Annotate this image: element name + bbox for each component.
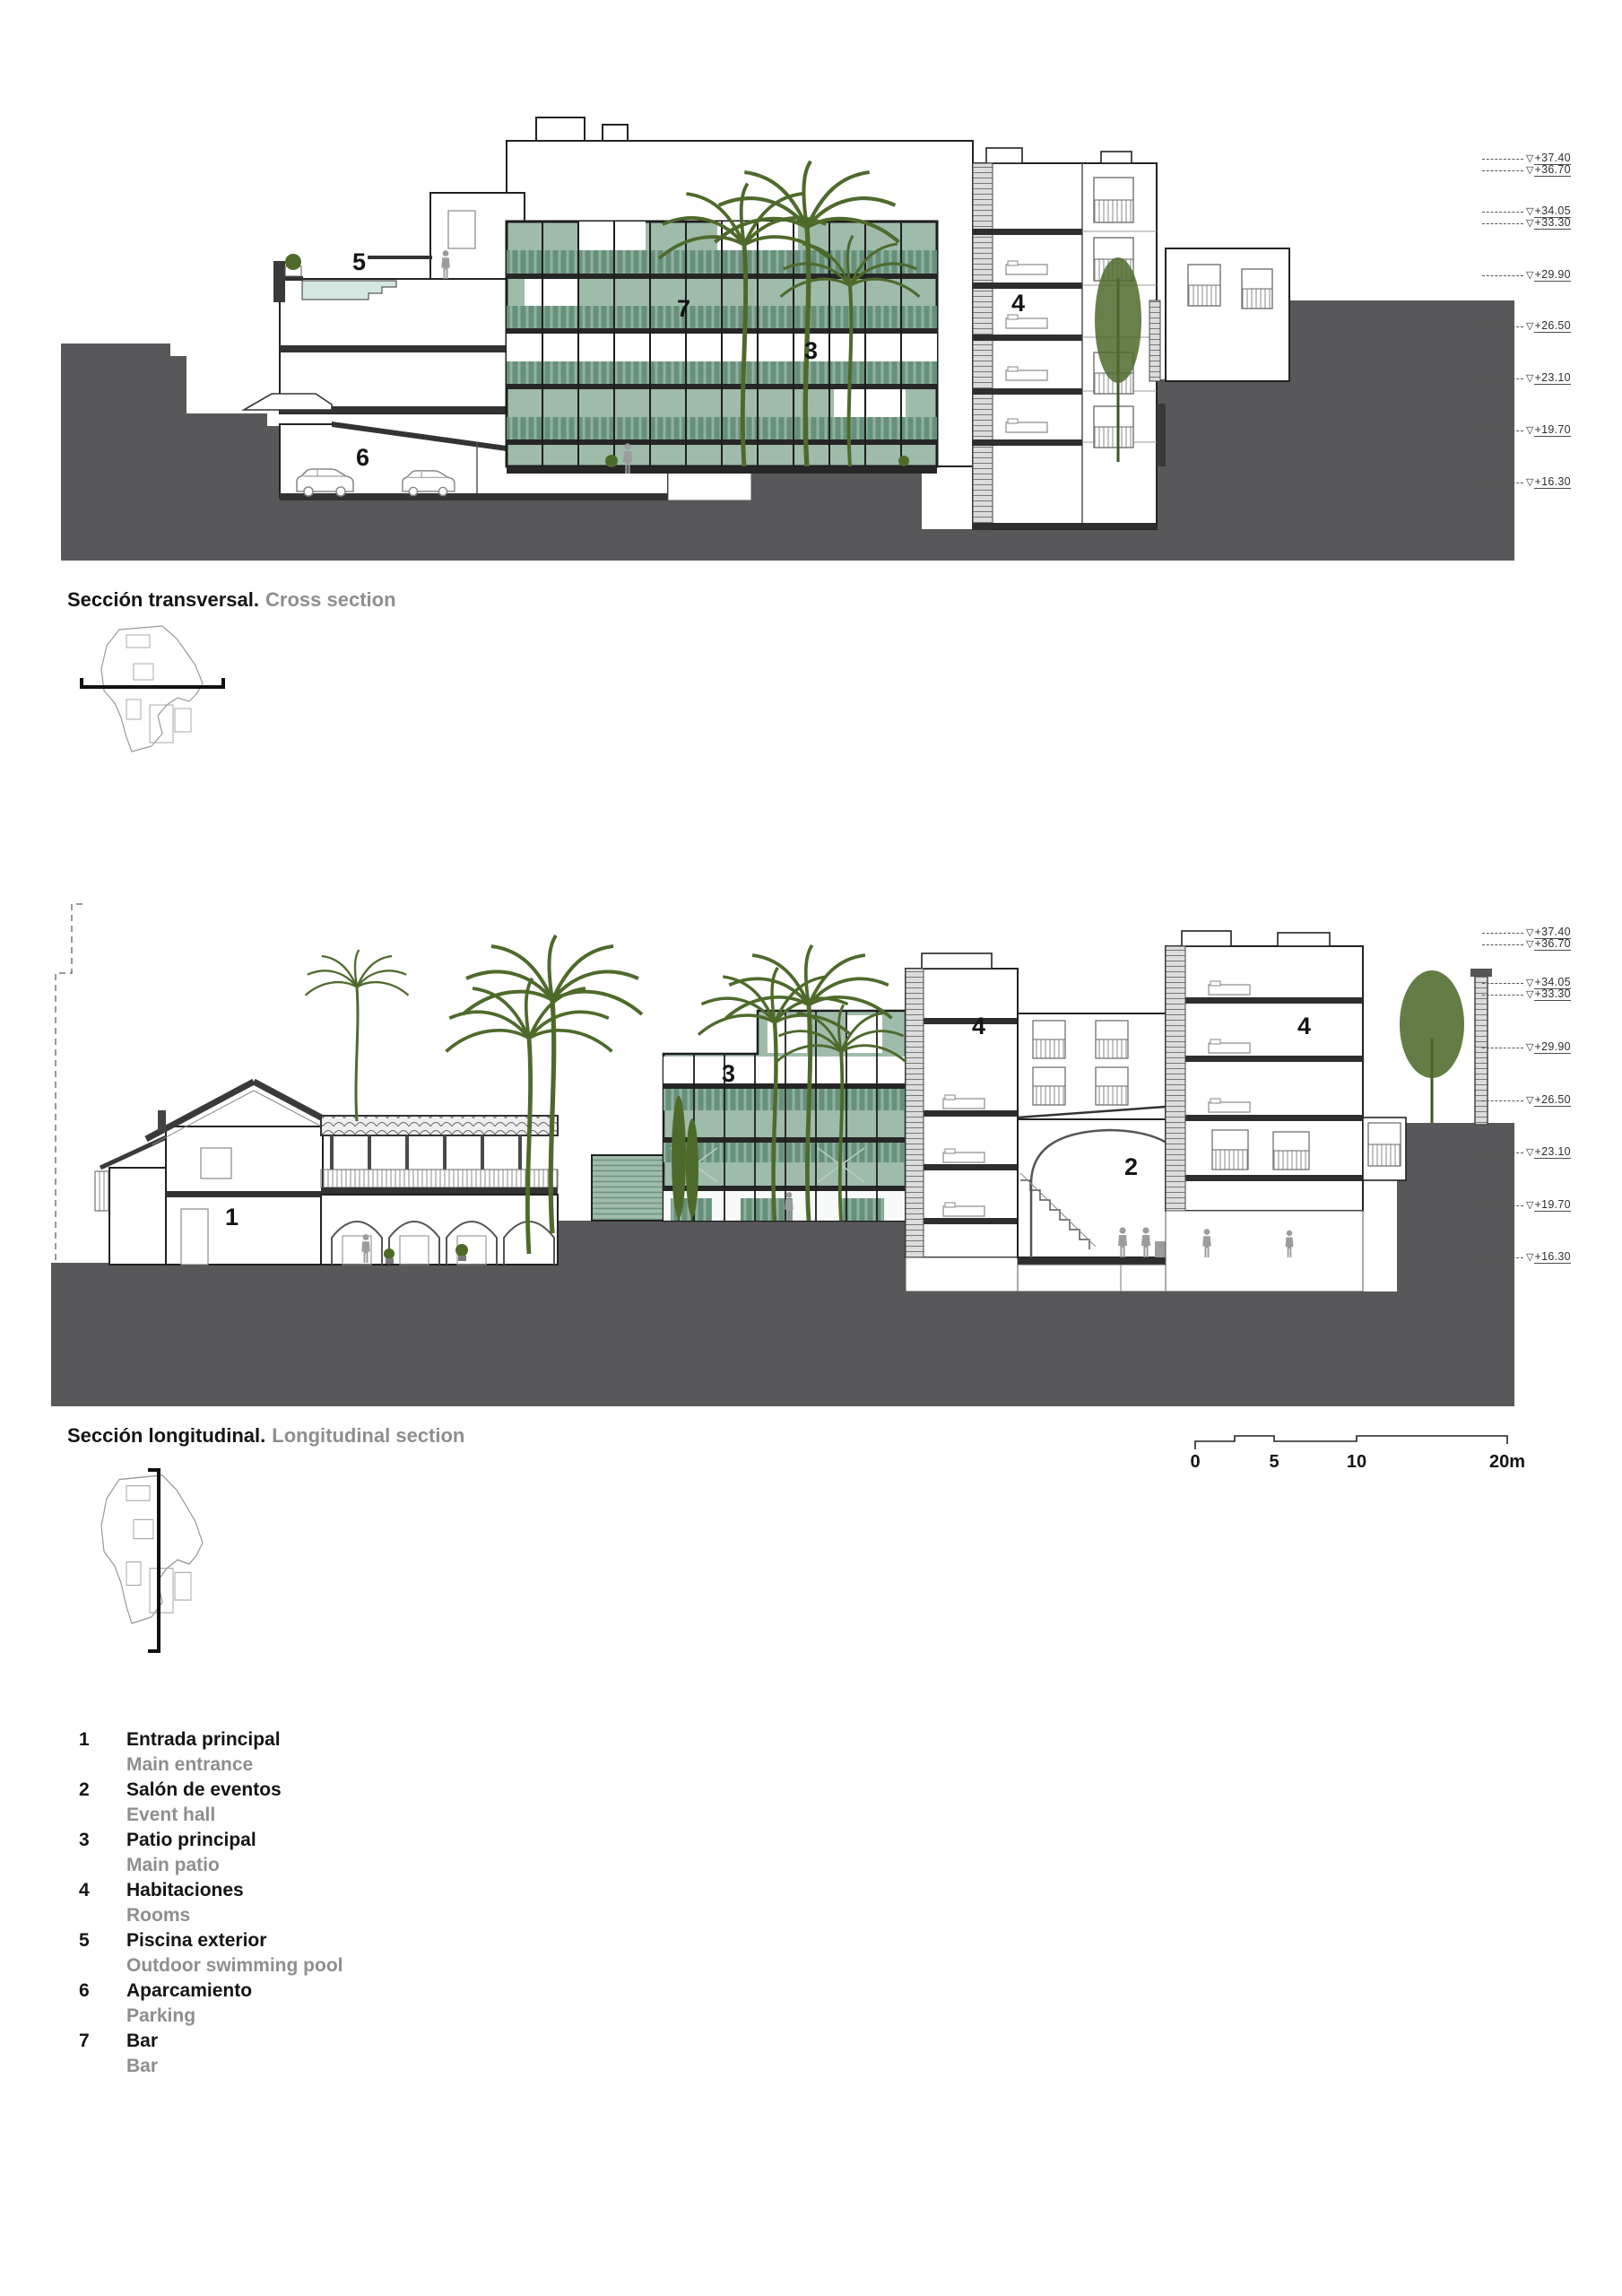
label-rooms: 4 [1011, 290, 1026, 317]
legend-item [79, 1878, 343, 1928]
neighbour-profile-dashed [56, 904, 86, 1260]
elevation-value: +29.90 [1534, 1040, 1571, 1053]
level-marker-icon: ▽ [1526, 1251, 1534, 1263]
label-entrance: 1 [225, 1204, 239, 1231]
legend-label-es: Patio principal [126, 1830, 256, 1850]
tree-foliage [1095, 257, 1141, 383]
leader-line [1482, 1100, 1523, 1101]
legend-number: 3 [79, 1830, 90, 1850]
elevation-value: +26.50 [1534, 319, 1571, 332]
label-bar: 7 [677, 295, 691, 322]
scale-tick-0: 0 [1190, 1452, 1201, 1472]
elevation-value: +23.10 [1534, 371, 1571, 384]
legend-item [79, 1727, 343, 1778]
level-marker-icon: ▽ [1526, 269, 1534, 281]
scale-tick-20: 20m [1488, 1452, 1526, 1472]
cross-section-title [67, 588, 396, 612]
elevation-value: +34.05 [1534, 976, 1571, 988]
legend-item [79, 2029, 343, 2079]
level-marker-icon: ▽ [1526, 977, 1534, 988]
elevation-value: +19.70 [1534, 423, 1571, 436]
elevation-value: +37.40 [1534, 926, 1571, 938]
level-marker-icon: ▽ [1526, 1041, 1534, 1053]
legend-label-es: Aparcamiento [126, 1980, 253, 2001]
elevation-value: +36.70 [1534, 163, 1571, 176]
level-marker-icon: ▽ [1526, 152, 1534, 164]
planter-shrub [285, 254, 301, 270]
elevation-value: +33.30 [1534, 987, 1571, 1000]
legend-label-en: Main entrance [126, 1754, 254, 1775]
legend-number: 7 [79, 2031, 90, 2051]
porch-canopy [244, 394, 332, 410]
title-spanish: Sección longitudinal. [67, 1424, 266, 1447]
elevation-value: +34.05 [1534, 204, 1571, 217]
level-marker-icon: ▽ [1526, 988, 1534, 1000]
legend-item [79, 1778, 343, 1828]
level-marker-icon: ▽ [1526, 217, 1534, 229]
level-marker-icon: ▽ [1526, 926, 1534, 938]
legend-number: 4 [79, 1880, 90, 1900]
level-marker-icon: ▽ [1526, 476, 1534, 488]
level-marker-icon: ▽ [1526, 320, 1534, 332]
title-english: Cross section [265, 588, 396, 611]
label-patio: 3 [722, 1060, 736, 1087]
leader-line [1482, 933, 1523, 934]
legend-label-es: Salón de eventos [126, 1779, 282, 1800]
leader-line [1482, 1257, 1523, 1258]
legend-label-en: Rooms [126, 1905, 191, 1926]
legend-item [79, 1928, 343, 1979]
leader-line [1482, 944, 1523, 945]
longitudinal-section-title [67, 1424, 464, 1448]
elevation-value: +37.40 [1534, 152, 1571, 164]
tree-foliage [1400, 970, 1464, 1078]
legend-label-es: Entrada principal [126, 1729, 281, 1750]
level-marker-icon: ▽ [1526, 424, 1534, 436]
scale-bar [1157, 1417, 1533, 1473]
rooms-block-middle [906, 953, 1018, 1292]
level-marker-icon: ▽ [1526, 372, 1534, 384]
legend-label-en: Event hall [126, 1805, 216, 1825]
legend-item [79, 1979, 343, 2029]
legend-label-es: Bar [126, 2031, 159, 2051]
arcade-gallery [321, 1116, 558, 1265]
historic-house [95, 1082, 338, 1265]
leader-line [1482, 995, 1523, 996]
legend-number: 1 [79, 1729, 90, 1750]
legend-item [79, 1828, 343, 1878]
elevation-value: +29.90 [1534, 268, 1571, 281]
title-english: Longitudinal section [272, 1424, 465, 1447]
level-marker-icon: ▽ [1526, 1094, 1534, 1106]
level-marker-icon: ▽ [1526, 1199, 1534, 1211]
legend-label-en: Outdoor swimming pool [126, 1955, 343, 1976]
elevation-value: +36.70 [1534, 937, 1571, 950]
level-marker-icon: ▽ [1526, 938, 1534, 950]
label-rooms-mid: 4 [972, 1013, 986, 1039]
elevation-value: +33.30 [1534, 216, 1571, 229]
legend-label-en: Main patio [126, 1855, 220, 1875]
elevation-value: +16.30 [1534, 1250, 1571, 1263]
legend-number: 6 [79, 1980, 90, 2001]
scale-tick-10: 10 [1346, 1452, 1367, 1472]
legend-label-es: Habitaciones [126, 1880, 244, 1900]
elevation-value: +16.30 [1534, 475, 1571, 488]
scale-tick-5: 5 [1269, 1452, 1279, 1472]
legend [79, 1727, 343, 2079]
label-pool: 5 [352, 248, 367, 275]
elevation-value: +26.50 [1534, 1093, 1571, 1106]
key-plan-cross [76, 617, 229, 778]
leader-line [1482, 983, 1523, 984]
glazed-facade [507, 222, 937, 474]
cross-section-drawing [0, 85, 1622, 592]
legend-label-es: Piscina exterior [126, 1930, 267, 1951]
label-parking: 6 [356, 444, 370, 471]
legend-number: 5 [79, 1930, 90, 1951]
level-marker-icon: ▽ [1526, 164, 1534, 176]
elevation-value: +23.10 [1534, 1145, 1571, 1158]
legend-label-en: Parking [126, 2005, 196, 2026]
level-marker-icon: ▽ [1526, 1146, 1534, 1158]
title-spanish: Sección transversal. [67, 588, 260, 611]
hall-facade [1018, 1013, 1166, 1119]
label-event-hall: 2 [1124, 1153, 1139, 1180]
legend-number: 2 [79, 1779, 90, 1800]
elevation-value: +19.70 [1534, 1198, 1571, 1211]
louver-screen [592, 1155, 664, 1221]
label-patio: 3 [804, 337, 819, 364]
leader-line [1482, 1205, 1523, 1206]
long-elevation-markers [1482, 0, 1599, 1345]
leader-line [1482, 1152, 1523, 1153]
level-marker-icon: ▽ [1526, 205, 1534, 217]
legend-label-en: Bar [126, 2056, 159, 2076]
key-plan-longitudinal [76, 1465, 229, 1657]
label-rooms-right: 4 [1297, 1013, 1312, 1039]
glazed-block [664, 1011, 906, 1221]
rooms-block-right [1166, 931, 1406, 1292]
longitudinal-section-drawing [0, 852, 1622, 1417]
